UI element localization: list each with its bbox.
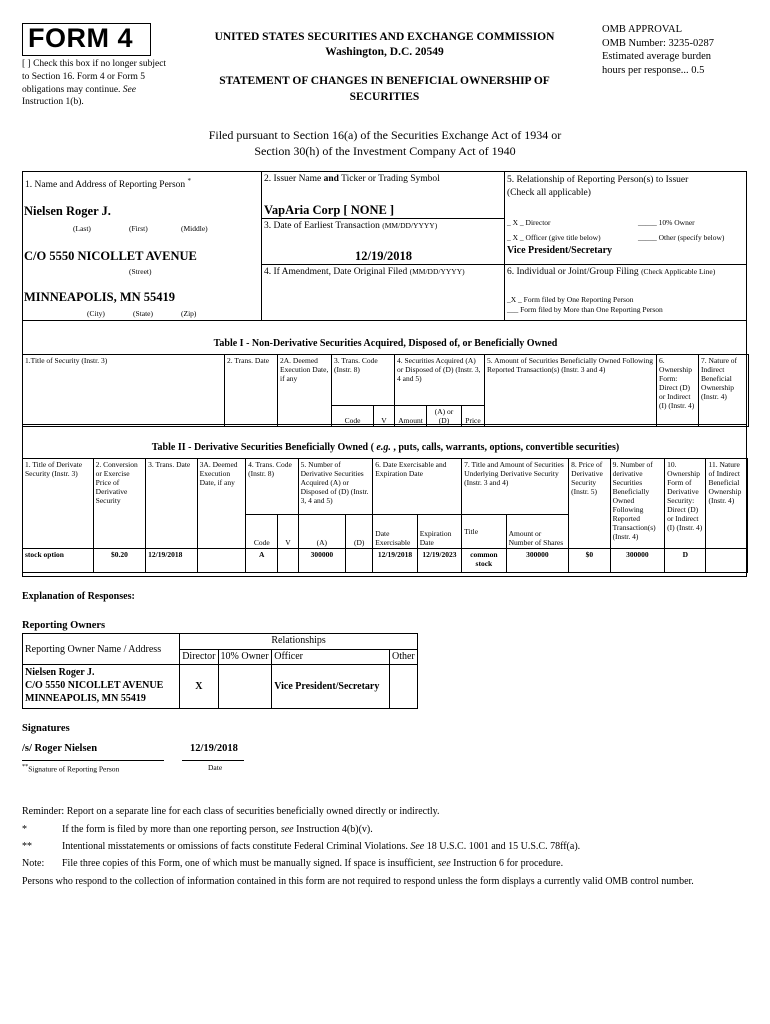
reporting-info-section [22, 171, 747, 321]
owner-name-address: Nielsen Roger J. C/O 5550 NICOLLET AVENUE MINNEAPOLIS, MN 55419 [23, 665, 180, 709]
filed-pursuant: Filed pursuant to Section 16(a) of the Securities Exchange Act of 1934 or Section 30(h) of the Investment Company Act of 1940 [208, 128, 562, 158]
t2-sub-code: Code [246, 515, 278, 549]
paperwork-notice: Persons who respond to the collection of information contained in this form are not required to respond unless the form displays a currently valid OMB control number. [22, 876, 694, 887]
middle-label: (Middle) [181, 224, 208, 233]
t1-sub-code: Code [332, 406, 374, 427]
box4-label: 4. If Amendment, Date Original Filed (MM/DD/YYYY) [264, 267, 465, 277]
box-amendment [262, 265, 505, 320]
t2-sub-v: V [278, 515, 298, 549]
t2-sub-a: (A) [298, 515, 345, 549]
note-marker: Note: [22, 858, 45, 869]
agency-city: Washington, D.C. 20549 [325, 45, 444, 58]
t1-col-date: 2. Trans. Date [225, 355, 278, 427]
city-address: MINNEAPOLIS, MN 55419 [24, 290, 176, 304]
t2-col-title: 1. Title of Derivate Security (Instr. 3) [23, 459, 94, 549]
row-exercisable: 12/19/2018 [373, 549, 417, 573]
table1-title: Table I - Non-Derivative Securities Acquired, Disposed of, or Beneficially Owned [213, 338, 558, 349]
row-conversion-price: $0.20 [93, 549, 146, 573]
row-code: A [246, 549, 278, 573]
row-underlying-amount: 300000 [506, 549, 569, 573]
t1-col-acquired: 4. Securities Acquired (A) or Disposed of (D) (Instr. 3, 4 and 5) [395, 355, 485, 406]
box-filing-type [505, 265, 746, 320]
earliest-transaction-date: 12/19/2018 [355, 249, 412, 263]
table1-grid [22, 354, 749, 427]
signature-date: 12/19/2018 [190, 743, 238, 754]
t2-col-underlying: 7. Title and Amount of Securities Underlying Derivative Security (Instr. 3 and 4) [462, 459, 569, 515]
row-v [278, 549, 298, 573]
form-title-box [22, 23, 151, 56]
t1-sub-amount: Amount [395, 406, 427, 427]
reporting-owners-heading: Reporting Owners [22, 620, 106, 631]
row-acquired: 300000 [298, 549, 345, 573]
row-trans-date: 12/19/2018 [146, 549, 197, 573]
table-row [23, 665, 418, 709]
box-relationship [505, 172, 746, 265]
last-label: (Last) [73, 224, 91, 233]
footnote-star: If the form is filed by more than one reporting person, see Instruction 4(b)(v). [62, 824, 373, 835]
filing-option-more: ___ Form filed by More than One Reporting Person [507, 305, 663, 314]
box2-label: 2. Issuer Name and Ticker or Trading Symbol [264, 174, 440, 184]
t1-col-title: 1.Title of Security (Instr. 3) [23, 355, 225, 427]
box1-label: 1. Name and Address of Reporting Person * [25, 177, 192, 191]
owners-col-officer: Officer [272, 650, 390, 665]
t2-col-nature: 11. Nature of Indirect Beneficial Ownership (Instr. 4) [706, 459, 748, 549]
signature-line [22, 760, 164, 761]
t2-col-owned: 9. Number of derivative Securities Beneficially Owned Following Reported Transaction(s) (Instr. 4) [610, 459, 665, 549]
street-address: C/O 5550 NICOLLET AVENUE [24, 249, 197, 263]
officer-check: _ X _ Officer (give title below) [507, 233, 601, 242]
t1-col-deemed: 2A. Deemed Execution Date, if any [278, 355, 332, 427]
t2-col-deemed: 3A. Deemed Execution Date, if any [197, 459, 245, 549]
box5-label: 5. Relationship of Reporting Person(s) to Issuer (Check all applicable) [507, 175, 689, 198]
row-security: stock option [23, 549, 94, 573]
agency-header [172, 30, 597, 60]
date-label: Date [208, 763, 223, 772]
table-row [23, 549, 748, 573]
t2-sub-expiration: Expiration Date [417, 515, 461, 549]
other-check: _____ Other (specify below) [638, 233, 725, 242]
omb-approval: OMB APPROVAL OMB Number: 3235-0287 Estimated average burden hours per response... 0.5 [602, 24, 714, 76]
footnote-star-marker: * [22, 824, 27, 835]
t1-col-nature: 7. Nature of Indirect Beneficial Ownership (Instr. 4) [699, 355, 749, 427]
owner-tenpct [218, 665, 272, 709]
check-box-notice: [ ] Check this box if no longer subject to Section 16. Form 4 or Form 5 obligations may continue. See Instruction 1(b). [22, 59, 167, 108]
street-label: (Street) [129, 267, 152, 276]
row-deemed-date [197, 549, 245, 573]
t1-sub-a-or-d: (A) or (D) [427, 406, 462, 427]
footnote-doublestar: Intentional misstatements or omissions of facts constitute Federal Criminal Violations. See 18 U.S.C. 1001 and 15 U.S.C. 78ff(a). [62, 841, 581, 852]
row-nature [706, 549, 748, 573]
row-disposed [346, 549, 373, 573]
t2-col-date: 3. Trans. Date [146, 459, 197, 549]
owners-col-director: Director [180, 650, 218, 665]
city-label: (City) [87, 309, 105, 318]
footnote-doublestar-marker: ** [22, 841, 32, 852]
tenpct-check: _____ 10% Owner [638, 218, 695, 227]
zip-label: (Zip) [181, 309, 197, 318]
t1-sub-v: V [374, 406, 395, 427]
reminder-text: Reminder: Report on a separate line for each class of securities beneficially owned directly or indirectly. [22, 806, 440, 817]
t1-sub-price: Price [462, 406, 485, 427]
t2-col-code: 4. Trans. Code (Instr. 8) [246, 459, 298, 515]
t2-col-number: 5. Number of Derivative Securities Acquired (A) or Disposed of (D) (Instr. 3, 4 and 5) [298, 459, 373, 515]
reporting-owners-table [22, 633, 418, 709]
t2-sub-amount-shares: Amount or Number of Shares [506, 515, 569, 549]
row-deriv-price: $0 [569, 549, 610, 573]
officer-title: Vice President/Secretary [507, 245, 613, 256]
first-label: (First) [129, 224, 148, 233]
row-underlying-title: common stock [462, 549, 506, 573]
t2-sub-d: (D) [346, 515, 373, 549]
owner-officer: Vice President/Secretary [272, 665, 390, 709]
box-reporting-person [23, 172, 262, 320]
signature: /s/ Roger Nielsen [22, 743, 98, 754]
t2-col-conversion: 2. Conversion or Exercise Price of Derivative Security [93, 459, 146, 549]
state-label: (State) [133, 309, 153, 318]
owners-col-relationships: Relationships [180, 634, 418, 650]
box6-label: 6. Individual or Joint/Group Filing (Check Applicable Line) [507, 267, 716, 277]
table2-title: Table II - Derivative Securities Beneficially Owned ( e.g. , puts, calls, warrants, options, convertible securities) [151, 442, 620, 453]
filing-option-one: _X _ Form filed by One Reporting Person [507, 295, 634, 304]
agency-name: UNITED STATES SECURITIES AND EXCHANGE COMMISSION [214, 31, 555, 43]
owner-other [389, 665, 417, 709]
table1-section [22, 321, 747, 425]
note-text: File three copies of this Form, one of which must be manually signed. If space is insufficient, see Instruction 6 for procedure. [62, 858, 564, 869]
row-form: D [665, 549, 706, 573]
t2-sub-date-exercisable: Date Exercisable [373, 515, 417, 549]
issuer-name: VapAria Corp [ NONE ] [264, 203, 395, 217]
row-expiration: 12/19/2023 [417, 549, 461, 573]
director-check: _ X _ Director [507, 218, 551, 227]
reporting-person-name: Nielsen Roger J. [24, 204, 111, 218]
explanation-heading: Explanation of Responses: [22, 591, 135, 602]
box-earliest-transaction [262, 219, 505, 265]
table2-section [22, 425, 747, 577]
row-owned: 300000 [610, 549, 665, 573]
t2-sub-title: Title [462, 515, 506, 549]
t1-col-amount-owned: 5. Amount of Securities Beneficially Owned Following Reported Transaction(s) (Instr. 3 and 4) [485, 355, 657, 427]
owners-col-other: Other [389, 650, 417, 665]
t1-col-ownership-form: 6. Ownership Form: Direct (D) or Indirect (I) (Instr. 4) [657, 355, 699, 427]
signature-label: **Signature of Reporting Person [22, 763, 120, 774]
form-title: FORM 4 [28, 23, 134, 53]
date-line [182, 760, 244, 761]
owners-col-name: Reporting Owner Name / Address [23, 634, 180, 665]
table2-grid [22, 458, 748, 573]
t2-col-price: 8. Price of Derivative Security (Instr. 5) [569, 459, 610, 549]
box-issuer [262, 172, 505, 219]
signatures-heading: Signatures [22, 723, 70, 734]
statement-title: STATEMENT OF CHANGES IN BENEFICIAL OWNERSHIP OF SECURITIES [219, 75, 550, 103]
box3-label: 3. Date of Earliest Transaction (MM/DD/YYYY) [264, 221, 438, 231]
t1-col-code: 3. Trans. Code (Instr. 8) [332, 355, 395, 406]
owner-director: X [180, 665, 218, 709]
t2-col-form: 10. Ownership Form of Derivative Security: Direct (D) or Indirect (I) (Instr. 4) [665, 459, 706, 549]
t2-col-dates: 6. Date Exercisable and Expiration Date [373, 459, 462, 515]
owners-col-tenpct: 10% Owner [218, 650, 272, 665]
